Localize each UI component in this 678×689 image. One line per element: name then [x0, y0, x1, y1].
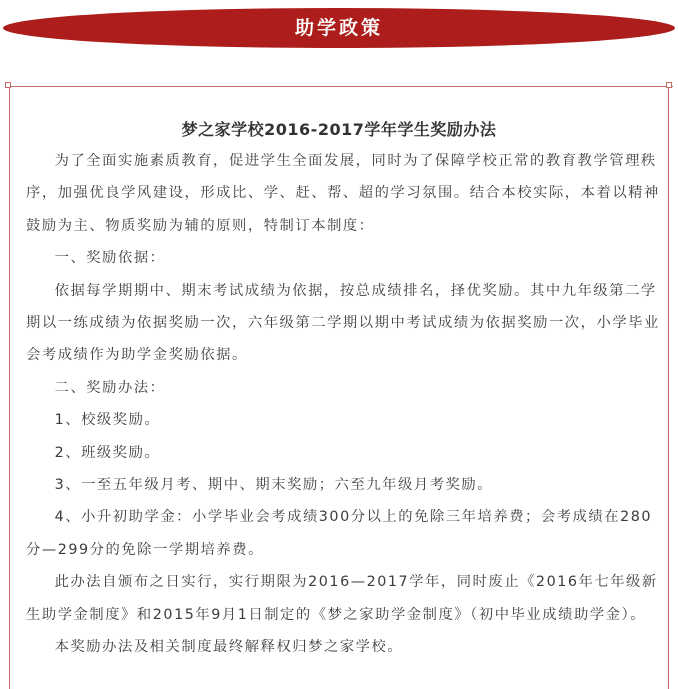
list-item-class-award: 2、班级奖励。 — [54, 444, 161, 461]
paragraph-basis: 依据每学期期中、期末考试成绩为依据，按总成绩排名，择优奖励。其中九年级第二学期以一练成绩为依据奖励一次，六年级第二学期以期中考试成绩为依据奖励一次，小学毕业会考成绩作为助学金奖励依据。 — [26, 282, 660, 364]
list-item-scholarship: 4、小升初助学金：小学毕业会考成绩300分以上的免除三年培养费；会考成绩在280分—299分的免除一学期培养费。 — [26, 509, 653, 558]
frame-corner-right — [666, 82, 672, 88]
list-item-school-award: 1、校级奖励。 — [54, 412, 161, 429]
frame-left-border — [9, 84, 10, 689]
document-body — [26, 145, 660, 664]
document-title: 梦之家学校2016-2017学年学生奖励办法 — [181, 120, 497, 139]
paragraph-intro: 为了全面实施素质教育，促进学生全面发展，同时为了保障学校正常的教育教学管理秩序，加强优良学风建设，形成比、学、赶、帮、超的学习氛围。结合本校实际，本着以精神鼓励为主、物质奖励为辅的原则，特制订本制度： — [26, 153, 660, 234]
banner-title: 助学政策 — [294, 17, 383, 39]
list-item-exam-award: 3、一至五年级月考、期中、期末奖励；六至九年级月考奖励。 — [54, 477, 494, 494]
frame-top-border — [7, 86, 673, 87]
section-heading-methods: 二、奖励办法： — [54, 379, 166, 396]
frame-corner-left — [5, 82, 11, 88]
paragraph-interpretation: 本奖励办法及相关制度最终解释权归梦之家学校。 — [54, 639, 404, 656]
section-heading-basis: 一、奖励依据： — [54, 250, 166, 267]
header-banner — [3, 8, 675, 48]
frame-right-border — [668, 84, 669, 689]
paragraph-effective-period: 此办法自颁布之日实行，实行期限为2016—2017学年，同时废止《2016年七年级新生助学金制度》和2015年9月1日制定的《梦之家助学金制度》（初中毕业成绩助学金）。 — [26, 574, 658, 623]
